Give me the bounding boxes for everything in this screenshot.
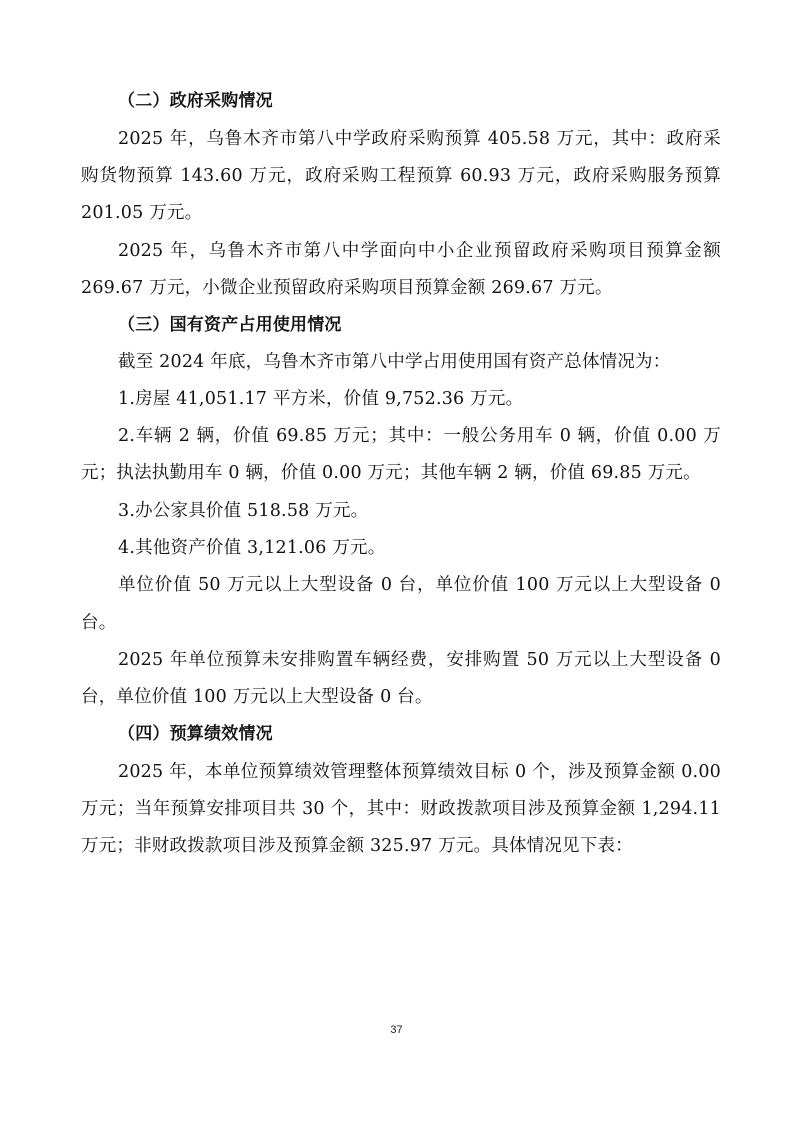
- assets-item-2-line-1: 2.车辆 2 辆，价值 69.85 万元；其中：一般公务用车 0 辆，价值 0.00 万: [118, 426, 721, 446]
- procurement-paragraph-2-line-1: 2025 年，乌鲁木齐市第八中学面向中小企业预留政府采购项目预算金额: [118, 241, 721, 261]
- assets-intro: 截至 2024 年底，乌鲁木齐市第八中学占用使用国有资产总体情况为：: [118, 352, 671, 372]
- assets-plan-line-2: 台，单位价值 100 万元以上大型设备 0 台。: [81, 687, 433, 707]
- page-number: 37: [390, 1024, 403, 1036]
- procurement-paragraph-1-line-1: 2025 年，乌鲁木齐市第八中学政府采购预算 405.58 万元，其中：政府采: [118, 129, 721, 149]
- performance-heading: （四）预算绩效情况: [118, 724, 273, 744]
- assets-equipment-line-1: 单位价值 50 万元以上大型设备 0 台，单位价值 100 万元以上大型设备 0: [118, 575, 721, 595]
- performance-paragraph-line-1: 2025 年，本单位预算绩效管理整体预算绩效目标 0 个，涉及预算金额 0.00: [118, 762, 721, 782]
- procurement-paragraph-2-line-2: 269.67 万元，小微企业预留政府采购项目预算金额 269.67 万元。: [81, 278, 613, 298]
- procurement-heading: （二）政府采购情况: [118, 91, 273, 111]
- assets-item-2-line-2: 元；执法执勤用车 0 辆，价值 0.00 万元；其他车辆 2 辆，价值 69.85 万元。: [81, 463, 701, 483]
- performance-paragraph-line-2: 万元；当年预算安排项目共 30 个，其中：财政拨款项目涉及预算金额 1,294.11: [81, 799, 721, 819]
- assets-plan-line-1: 2025 年单位预算未安排购置车辆经费，安排购置 50 万元以上大型设备 0: [118, 650, 721, 670]
- assets-heading: （三）国有资产占用使用情况: [118, 315, 342, 335]
- performance-paragraph-line-3: 万元；非财政拨款项目涉及预算金额 325.97 万元。具体情况见下表：: [81, 836, 633, 856]
- procurement-paragraph-1-line-2: 购货物预算 143.60 万元，政府采购工程预算 60.93 万元，政府采购服务预算: [81, 166, 721, 186]
- procurement-paragraph-1-line-3: 201.05 万元。: [81, 203, 203, 223]
- assets-item-1: 1.房屋 41,051.17 平方米，价值 9,752.36 万元。: [118, 389, 524, 409]
- assets-item-3: 3.办公家具价值 518.58 万元。: [118, 501, 369, 521]
- assets-item-4: 4.其他资产价值 3,121.06 万元。: [118, 538, 386, 558]
- assets-equipment-line-2: 台。: [81, 613, 117, 633]
